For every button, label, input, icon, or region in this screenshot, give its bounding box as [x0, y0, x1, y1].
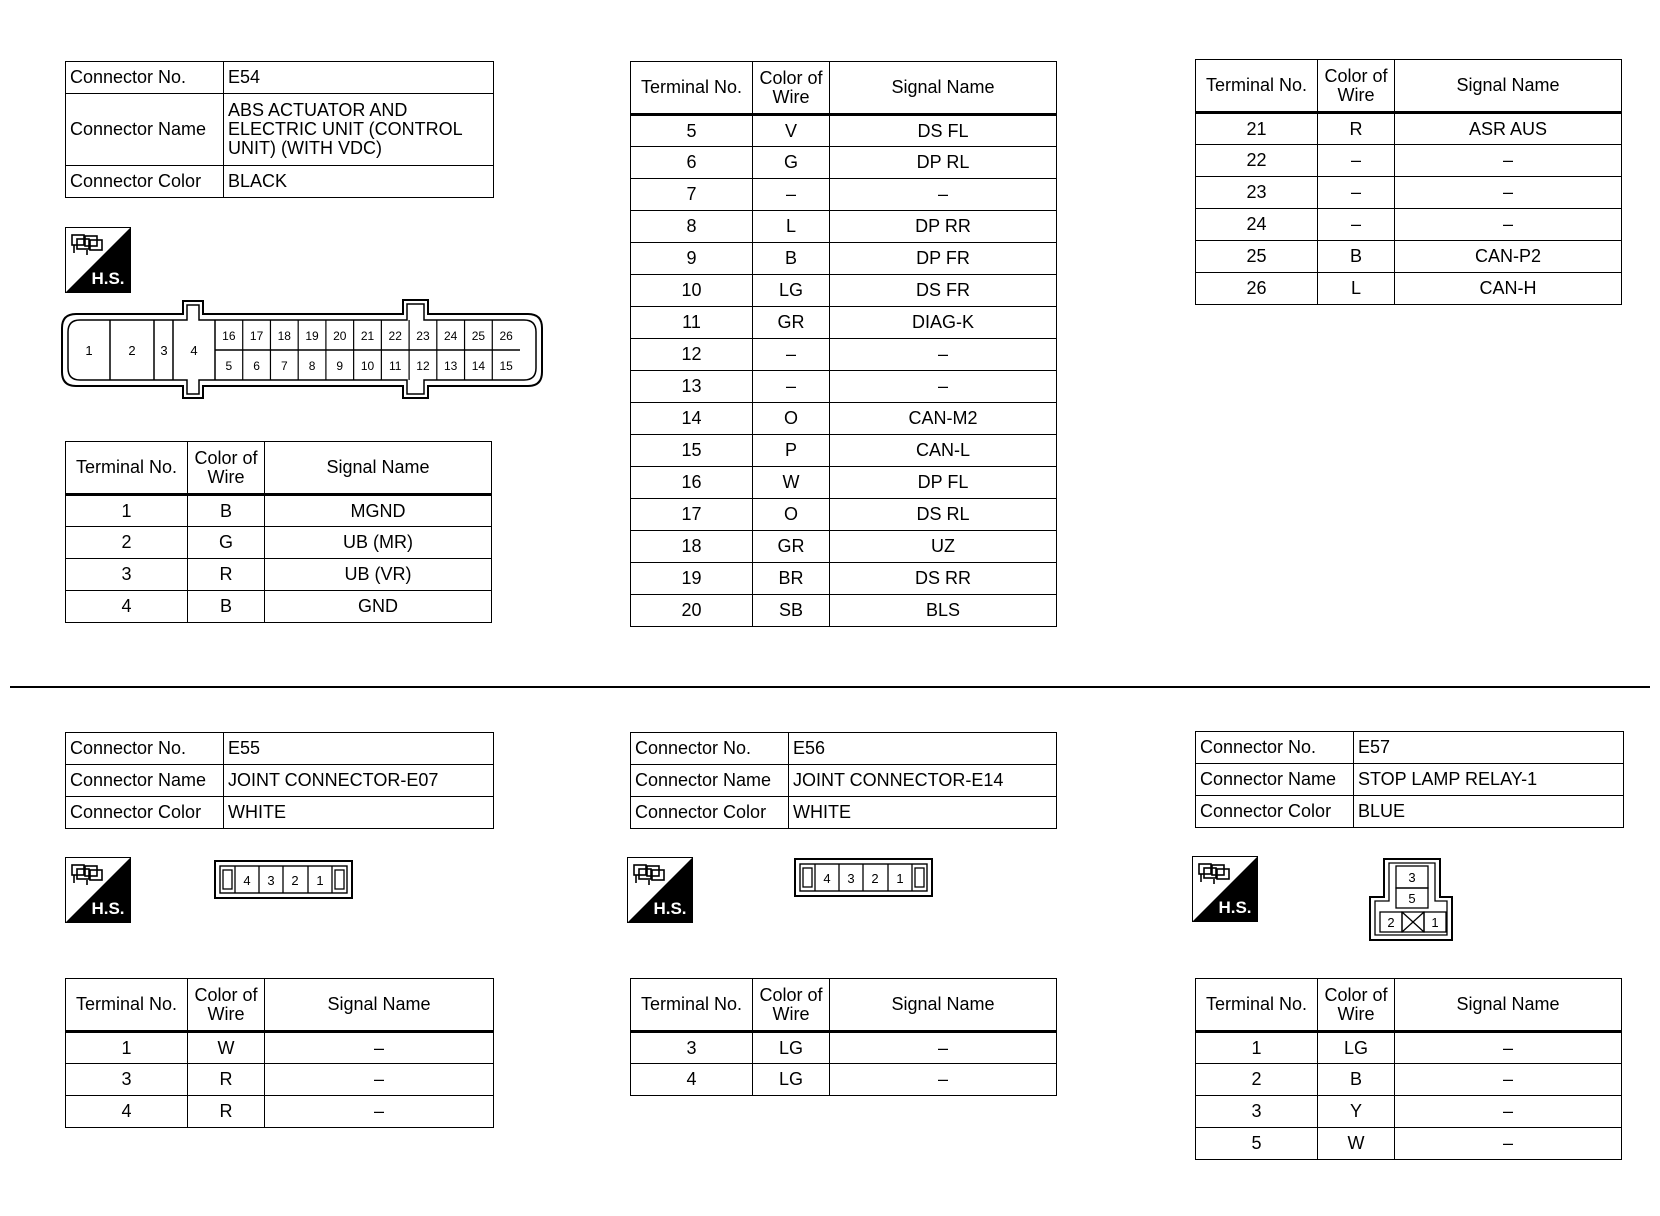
pin-label: 18 — [277, 329, 291, 343]
connector-name-label: Connector Name — [1196, 764, 1354, 796]
pin-label: 19 — [305, 329, 319, 343]
header-terminal-no: Terminal No. — [66, 442, 188, 495]
signal-name-cell: DP FL — [830, 467, 1057, 499]
wire-color-cell: B — [1318, 241, 1395, 273]
pin-label: 11 — [388, 359, 402, 373]
signal-name-cell: MGND — [265, 495, 492, 527]
table-row — [66, 591, 492, 623]
signal-name-cell: – — [1395, 1032, 1622, 1064]
signal-name-cell: ASR AUS — [1395, 113, 1622, 145]
table-row — [66, 495, 492, 527]
header-signal-name: Signal Name — [265, 979, 494, 1032]
pin-label: 12 — [416, 359, 430, 373]
wire-color-cell: Y — [1318, 1096, 1395, 1128]
e56-info-table — [630, 732, 1057, 829]
header-color-of-wire: Color of Wire — [753, 62, 830, 115]
signal-name-cell: – — [830, 371, 1057, 403]
wire-color-cell: SB — [753, 595, 830, 627]
signal-name-cell: DP FR — [830, 243, 1057, 275]
pin-label: 20 — [333, 329, 347, 343]
connector-no-label: Connector No. — [631, 733, 789, 765]
pin-label: 5 — [225, 359, 233, 373]
header-color-of-wire: Color of Wire — [188, 979, 265, 1032]
pin-label: 2 — [128, 343, 136, 358]
terminal-no-cell: 17 — [631, 499, 753, 531]
header-terminal-no: Terminal No. — [631, 62, 753, 115]
wire-color-cell: W — [188, 1032, 265, 1064]
signal-name-cell: – — [830, 1032, 1057, 1064]
e56-connector-face — [794, 858, 934, 898]
e54-info-table — [65, 61, 494, 198]
terminal-no-cell: 16 — [631, 467, 753, 499]
e54-terminal-table-b — [630, 61, 1057, 627]
table-row — [631, 435, 1057, 467]
wire-color-cell: G — [188, 527, 265, 559]
header-color-of-wire: Color of Wire — [1318, 60, 1395, 113]
connector-no-value: E55 — [224, 733, 494, 765]
hs-label: H.S. — [91, 899, 125, 918]
table-row — [631, 211, 1057, 243]
wire-color-cell: B — [188, 495, 265, 527]
harness-side-icon — [65, 227, 131, 293]
header-signal-name: Signal Name — [1395, 60, 1622, 113]
table-row — [1196, 113, 1622, 145]
table-row — [1196, 145, 1622, 177]
hs-label: H.S. — [1218, 898, 1252, 917]
connector-color-value: BLUE — [1354, 796, 1624, 828]
pin-label: 21 — [360, 329, 375, 343]
table-row — [1196, 241, 1622, 273]
table-row — [66, 559, 492, 591]
e55-connector-face — [214, 860, 354, 900]
table-row — [1196, 177, 1622, 209]
terminal-no-cell: 5 — [631, 115, 753, 147]
harness-side-icon — [65, 857, 131, 923]
terminal-no-cell: 5 — [1196, 1128, 1318, 1160]
connector-color-label: Connector Color — [66, 797, 224, 829]
pin-label: 15 — [499, 359, 513, 373]
table-row — [66, 1064, 494, 1096]
table-row — [631, 499, 1057, 531]
terminal-no-cell: 9 — [631, 243, 753, 275]
signal-name-cell: CAN-P2 — [1395, 241, 1622, 273]
header-color-of-wire: Color of Wire — [188, 442, 265, 495]
connector-name-label: Connector Name — [631, 765, 789, 797]
connector-color-label: Connector Color — [1196, 796, 1354, 828]
section-divider — [10, 686, 1650, 688]
pin-label: 1 — [316, 873, 324, 888]
terminal-no-cell: 12 — [631, 339, 753, 371]
header-color-of-wire: Color of Wire — [1318, 979, 1395, 1032]
table-row — [631, 307, 1057, 339]
pin-label: 2 — [291, 873, 299, 888]
pin-label: 4 — [243, 873, 251, 888]
pin-label: 26 — [499, 329, 513, 343]
e57-info-table — [1195, 731, 1624, 828]
harness-side-icon — [1192, 856, 1258, 922]
pin-label: 2 — [871, 871, 879, 886]
table-row — [1196, 1128, 1622, 1160]
connector-name-label: Connector Name — [66, 765, 224, 797]
terminal-no-cell: 1 — [66, 495, 188, 527]
pin-label: 3 — [847, 871, 855, 886]
terminal-no-cell: 19 — [631, 563, 753, 595]
e54-terminal-table-c — [1195, 59, 1622, 305]
e56-terminal-table — [630, 978, 1057, 1096]
table-row — [1196, 1032, 1622, 1064]
table-row — [631, 115, 1057, 147]
table-row — [1196, 273, 1622, 305]
signal-name-cell: – — [830, 179, 1057, 211]
table-row — [66, 527, 492, 559]
table-row — [66, 1096, 494, 1128]
terminal-no-cell: 3 — [66, 559, 188, 591]
pin-label: 2 — [1387, 915, 1395, 930]
wire-color-cell: LG — [1318, 1032, 1395, 1064]
connector-name-value: JOINT CONNECTOR-E07 — [224, 765, 494, 797]
terminal-no-cell: 22 — [1196, 145, 1318, 177]
connector-color-label: Connector Color — [631, 797, 789, 829]
terminal-no-cell: 20 — [631, 595, 753, 627]
signal-name-cell: – — [265, 1064, 494, 1096]
pin-label: 3 — [267, 873, 275, 888]
wire-color-cell: – — [753, 371, 830, 403]
signal-name-cell: GND — [265, 591, 492, 623]
header-signal-name: Signal Name — [1395, 979, 1622, 1032]
wire-color-cell: GR — [753, 531, 830, 563]
table-row — [631, 371, 1057, 403]
table-row — [1196, 1096, 1622, 1128]
table-row — [631, 179, 1057, 211]
header-terminal-no: Terminal No. — [66, 979, 188, 1032]
table-row — [66, 1032, 494, 1064]
table-row — [631, 1032, 1057, 1064]
terminal-no-cell: 10 — [631, 275, 753, 307]
wire-color-cell: W — [753, 467, 830, 499]
header-terminal-no: Terminal No. — [631, 979, 753, 1032]
connector-no-value: E56 — [789, 733, 1057, 765]
wire-color-cell: W — [1318, 1128, 1395, 1160]
hs-label: H.S. — [91, 269, 125, 288]
table-row — [631, 531, 1057, 563]
connector-color-value: WHITE — [789, 797, 1057, 829]
connector-color-value: WHITE — [224, 797, 494, 829]
pin-label: 7 — [280, 359, 288, 373]
pin-label: 22 — [388, 329, 402, 343]
table-row — [1196, 209, 1622, 241]
connector-color-label: Connector Color — [66, 166, 224, 198]
wire-color-cell: LG — [753, 1032, 830, 1064]
pin-label: 4 — [823, 871, 831, 886]
wire-color-cell: G — [753, 147, 830, 179]
terminal-no-cell: 21 — [1196, 113, 1318, 145]
signal-name-cell: – — [1395, 177, 1622, 209]
wire-color-cell: L — [1318, 273, 1395, 305]
connector-name-value: STOP LAMP RELAY-1 — [1354, 764, 1624, 796]
terminal-no-cell: 11 — [631, 307, 753, 339]
header-signal-name: Signal Name — [830, 979, 1057, 1032]
wire-color-cell: B — [753, 243, 830, 275]
table-row — [631, 275, 1057, 307]
table-row — [631, 467, 1057, 499]
terminal-no-cell: 4 — [66, 591, 188, 623]
pin-label: 4 — [190, 343, 198, 358]
connector-name-value: ABS ACTUATOR AND ELECTRIC UNIT (CONTROL UNIT) (WITH VDC) — [224, 94, 494, 166]
connector-no-label: Connector No. — [66, 733, 224, 765]
e57-connector-face — [1368, 857, 1456, 943]
hs-label: H.S. — [653, 899, 687, 918]
signal-name-cell: DIAG-K — [830, 307, 1057, 339]
pin-label: 24 — [444, 329, 458, 343]
header-color-of-wire: Color of Wire — [753, 979, 830, 1032]
signal-name-cell: UB (VR) — [265, 559, 492, 591]
terminal-no-cell: 3 — [1196, 1096, 1318, 1128]
signal-name-cell: – — [265, 1032, 494, 1064]
wire-color-cell: P — [753, 435, 830, 467]
wire-color-cell: – — [753, 179, 830, 211]
connector-name-value: JOINT CONNECTOR-E14 — [789, 765, 1057, 797]
terminal-no-cell: 3 — [66, 1064, 188, 1096]
wire-color-cell: – — [753, 339, 830, 371]
e55-terminal-table — [65, 978, 494, 1128]
signal-name-cell: DP RL — [830, 147, 1057, 179]
harness-side-icon — [627, 857, 693, 923]
signal-name-cell: CAN-L — [830, 435, 1057, 467]
wire-color-cell: B — [1318, 1064, 1395, 1096]
terminal-no-cell: 4 — [631, 1064, 753, 1096]
signal-name-cell: – — [1395, 145, 1622, 177]
wire-color-cell: R — [188, 1096, 265, 1128]
header-terminal-no: Terminal No. — [1196, 979, 1318, 1032]
connector-no-label: Connector No. — [66, 62, 224, 94]
wire-color-cell: GR — [753, 307, 830, 339]
e57-terminal-table — [1195, 978, 1622, 1160]
signal-name-cell: DS FR — [830, 275, 1057, 307]
terminal-no-cell: 15 — [631, 435, 753, 467]
pin-label: 3 — [1408, 870, 1416, 885]
wire-color-cell: LG — [753, 1064, 830, 1096]
pin-label: 8 — [308, 359, 316, 373]
terminal-no-cell: 2 — [66, 527, 188, 559]
table-row — [631, 1064, 1057, 1096]
terminal-no-cell: 4 — [66, 1096, 188, 1128]
table-row — [631, 147, 1057, 179]
wire-color-cell: BR — [753, 563, 830, 595]
table-row — [631, 403, 1057, 435]
wire-color-cell: – — [1318, 177, 1395, 209]
pin-label: 5 — [1408, 891, 1416, 906]
terminal-no-cell: 6 — [631, 147, 753, 179]
wire-color-cell: – — [1318, 145, 1395, 177]
pin-label: 23 — [416, 329, 430, 343]
connector-name-label: Connector Name — [66, 94, 224, 166]
signal-name-cell: – — [830, 1064, 1057, 1096]
terminal-no-cell: 7 — [631, 179, 753, 211]
pin-label: 16 — [222, 329, 236, 343]
table-row — [631, 595, 1057, 627]
wire-color-cell: – — [1318, 209, 1395, 241]
wire-color-cell: R — [188, 559, 265, 591]
signal-name-cell: DS FL — [830, 115, 1057, 147]
signal-name-cell: – — [1395, 1064, 1622, 1096]
e54-terminal-table-a — [65, 441, 492, 623]
wire-color-cell: L — [753, 211, 830, 243]
table-row — [1196, 1064, 1622, 1096]
wire-color-cell: O — [753, 499, 830, 531]
pin-label: 13 — [444, 359, 458, 373]
pin-label: 1 — [896, 871, 904, 886]
table-row — [631, 563, 1057, 595]
terminal-no-cell: 3 — [631, 1032, 753, 1064]
signal-name-cell: BLS — [830, 595, 1057, 627]
connector-no-value: E57 — [1354, 732, 1624, 764]
signal-name-cell: – — [1395, 1096, 1622, 1128]
terminal-no-cell: 13 — [631, 371, 753, 403]
pin-label: 14 — [471, 359, 486, 373]
terminal-no-cell: 23 — [1196, 177, 1318, 209]
signal-name-cell: – — [1395, 1128, 1622, 1160]
pin-label: 3 — [160, 343, 168, 358]
connector-no-value: E54 — [224, 62, 494, 94]
signal-name-cell: UZ — [830, 531, 1057, 563]
signal-name-cell: CAN-M2 — [830, 403, 1057, 435]
wire-color-cell: B — [188, 591, 265, 623]
signal-name-cell: UB (MR) — [265, 527, 492, 559]
wire-color-cell: V — [753, 115, 830, 147]
signal-name-cell: DP RR — [830, 211, 1057, 243]
header-terminal-no: Terminal No. — [1196, 60, 1318, 113]
table-row — [631, 339, 1057, 371]
terminal-no-cell: 18 — [631, 531, 753, 563]
e54-connector-face — [58, 298, 548, 400]
connector-no-label: Connector No. — [1196, 732, 1354, 764]
wire-color-cell: LG — [753, 275, 830, 307]
pin-label: 1 — [1431, 915, 1439, 930]
signal-name-cell: CAN-H — [1395, 273, 1622, 305]
signal-name-cell: DS RL — [830, 499, 1057, 531]
e55-info-table — [65, 732, 494, 829]
terminal-no-cell: 26 — [1196, 273, 1318, 305]
wire-color-cell: O — [753, 403, 830, 435]
connector-color-value: BLACK — [224, 166, 494, 198]
pin-label: 10 — [360, 359, 375, 373]
terminal-no-cell: 1 — [1196, 1032, 1318, 1064]
header-signal-name: Signal Name — [265, 442, 492, 495]
signal-name-cell: – — [265, 1096, 494, 1128]
pin-label: 1 — [85, 343, 93, 358]
terminal-no-cell: 14 — [631, 403, 753, 435]
header-signal-name: Signal Name — [830, 62, 1057, 115]
terminal-no-cell: 2 — [1196, 1064, 1318, 1096]
pin-label: 17 — [249, 329, 264, 343]
signal-name-cell: – — [830, 339, 1057, 371]
signal-name-cell: DS RR — [830, 563, 1057, 595]
terminal-no-cell: 24 — [1196, 209, 1318, 241]
pin-label: 9 — [336, 359, 344, 373]
terminal-no-cell: 8 — [631, 211, 753, 243]
terminal-no-cell: 1 — [66, 1032, 188, 1064]
wire-color-cell: R — [1318, 113, 1395, 145]
pin-label: 25 — [471, 329, 486, 343]
terminal-no-cell: 25 — [1196, 241, 1318, 273]
wire-color-cell: R — [188, 1064, 265, 1096]
pin-label: 6 — [253, 359, 260, 373]
table-row — [631, 243, 1057, 275]
signal-name-cell: – — [1395, 209, 1622, 241]
